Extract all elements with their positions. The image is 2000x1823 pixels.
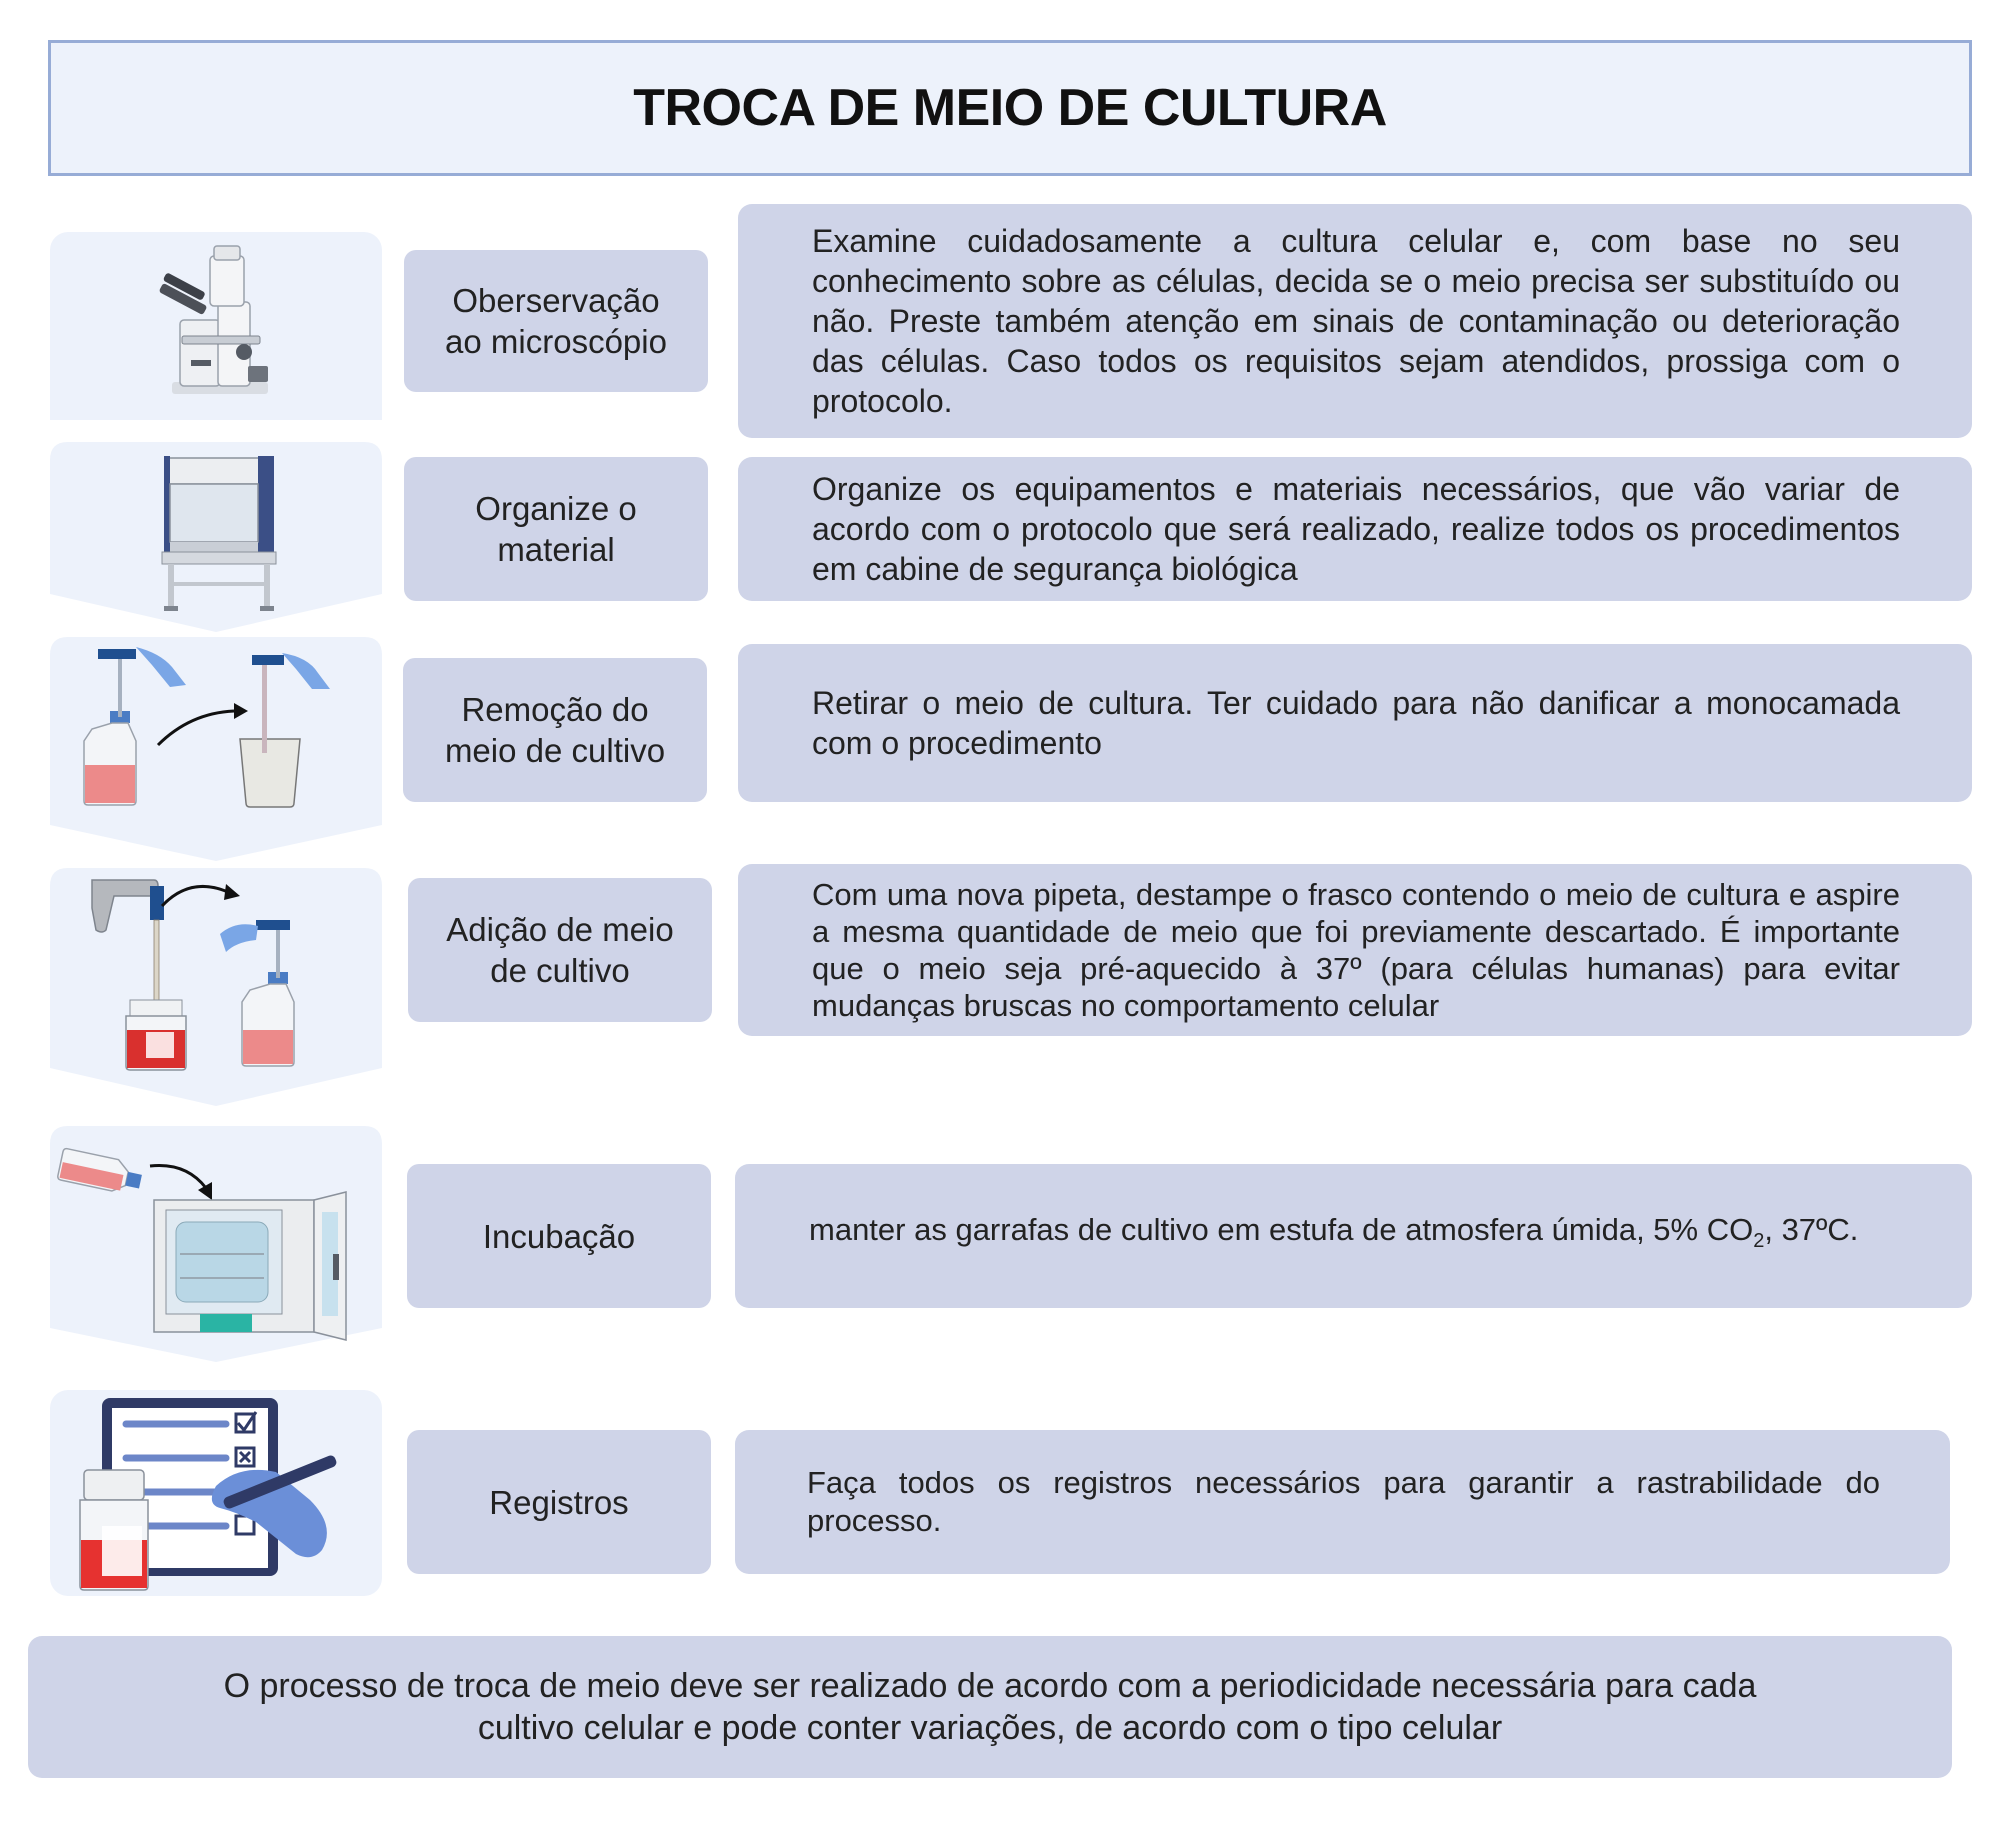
step-4-label-line-2: de cultivo	[490, 952, 630, 989]
step-6-description: Faça todos os registros necessários para garantir a rastrabilidade do processo.	[807, 1465, 1880, 1538]
step-5-description-box	[735, 1164, 1972, 1308]
footer-note-box	[28, 1636, 1952, 1778]
step-2-label-line-1: Organize o	[475, 490, 637, 527]
microscope-icon	[50, 232, 382, 420]
biosafety-cabinet-icon	[50, 442, 382, 632]
step-2-label	[404, 457, 708, 601]
step-3-label-line-2: meio de cultivo	[444, 732, 666, 769]
step-3-label	[403, 658, 707, 802]
step-3-description: Retirar o meio de cultura. Ter cuidado para não danificar a monocamada com o procedimento	[812, 685, 1900, 761]
pipette-addition-icon	[50, 868, 382, 1106]
step-6-label-line-1: Registros	[489, 1483, 629, 1521]
step-3-label-line-1: Remoção do	[461, 691, 649, 728]
step-5-label	[407, 1164, 711, 1308]
step-6-description-box	[735, 1430, 1950, 1574]
step-2-label-line-2: material	[497, 531, 615, 568]
step-1-label-line-2: ao microscópio	[445, 323, 667, 360]
step-4-illustration	[50, 868, 382, 1106]
step-5-description-tail: , 37ºC.	[1764, 1212, 1859, 1248]
step-2-description-box	[738, 457, 1972, 601]
step-2-description: Organize os equipamentos e materiais necessários, que vão variar de acordo com o protocolo que será realizado, realize todos os procedimentos em cabine de segurança biológica	[812, 471, 1900, 587]
step-5-description	[809, 1211, 1900, 1260]
step-6-illustration	[50, 1390, 382, 1596]
step-1-description-box	[738, 204, 1972, 438]
step-5-label-line-1: Incubação	[482, 1217, 636, 1255]
step-4-label	[408, 878, 712, 1022]
co2-subscript: 2	[1753, 1230, 1765, 1253]
step-4-label-line-1: Adição de meio	[446, 911, 674, 948]
pipette-removal-icon	[50, 637, 382, 861]
checklist-icon	[50, 1390, 382, 1596]
step-4-description-box	[738, 864, 1972, 1036]
step-3-description-box	[738, 644, 1972, 802]
footer-note: O processo de troca de meio deve ser realizado de acordo com a periodicidade necessária para cada cultivo celular e pode conter variações, de acordo com o tipo celular	[223, 1667, 1757, 1747]
step-1-label-line-1: Oberservação	[452, 282, 660, 319]
step-1-description: Examine cuidadosamente a cultura celular e, com base no seu conhecimento sobre as células, decida se o meio precisa ser substituído ou não. Preste também atenção em sinais de contaminação ou deterioração das células. Caso todos os requisitos sejam atendidos, prossiga com o protocolo.	[812, 223, 1900, 419]
incubator-icon	[50, 1126, 382, 1362]
step-1-label	[404, 250, 708, 392]
title-banner	[48, 40, 1972, 176]
step-3-illustration	[50, 637, 382, 861]
page-title: TROCA DE MEIO DE CULTURA	[633, 79, 1387, 137]
step-4-description: Com uma nova pipeta, destampe o frasco contendo o meio de cultura e aspire a mesma quantidade de meio que foi previamente descartado. É importante que o meio seja pré-aquecido à 37º (para células humanas) para evitar mudanças bruscas no comportamento celular	[812, 877, 1900, 1023]
step-6-label	[407, 1430, 711, 1574]
step-5-illustration	[50, 1126, 382, 1362]
step-2-illustration	[50, 442, 382, 632]
step-1-illustration	[50, 232, 382, 420]
step-5-description-text: manter as garrafas de cultivo em estufa de atmosfera úmida, 5% CO	[809, 1212, 1754, 1248]
